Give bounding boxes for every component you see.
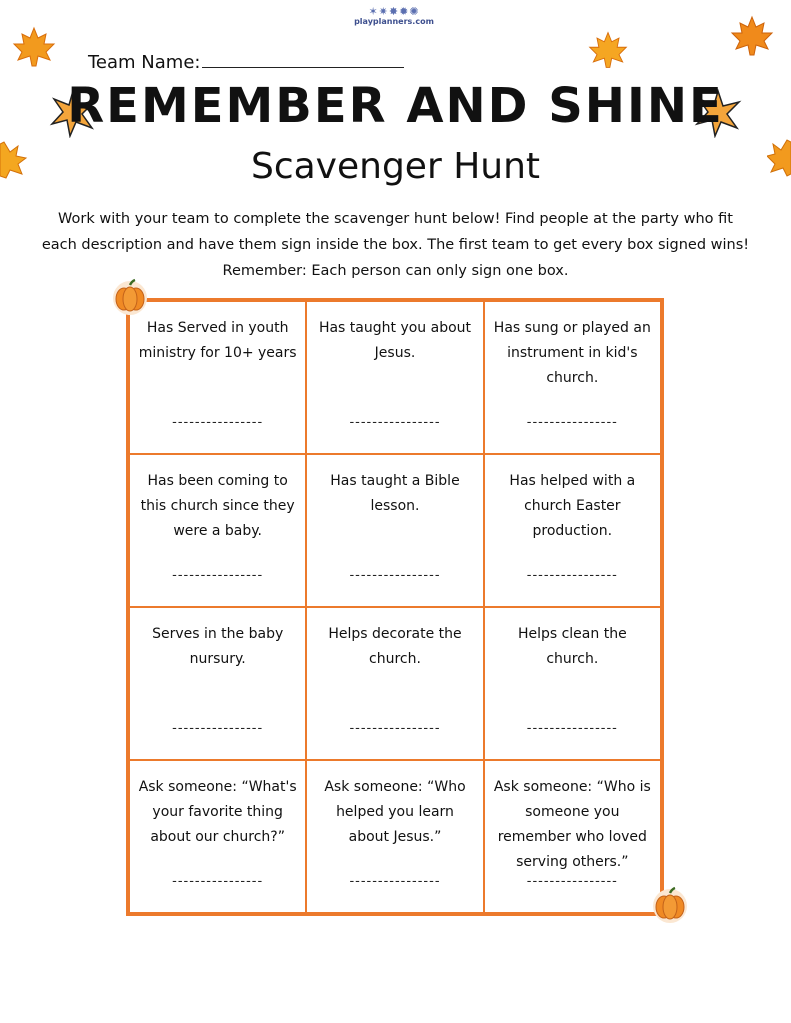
cell-prompt: Has helped with a church Easter production. <box>509 473 636 539</box>
cell-prompt: Helps clean the church. <box>517 626 627 667</box>
signature-line: ---------------- <box>349 721 441 736</box>
signature-line: ---------------- <box>172 568 264 583</box>
grid-cell <box>484 760 661 913</box>
cell-prompt: Has been coming to this church since they were a baby. <box>140 473 295 539</box>
team-name-line <box>202 57 404 68</box>
signature-line: ---------------- <box>172 721 264 736</box>
signature-line: ---------------- <box>349 568 441 583</box>
signature-line: ---------------- <box>526 568 618 583</box>
grid-cell <box>484 301 661 454</box>
maple-leaf-icon <box>728 14 776 58</box>
cell-prompt: Serves in the baby nursury. <box>152 626 284 667</box>
signature-line: ---------------- <box>526 721 618 736</box>
logo-text: playplanners.com <box>354 17 434 26</box>
grid-cell <box>306 454 483 607</box>
scavenger-grid <box>126 298 664 916</box>
grid-cell <box>306 301 483 454</box>
grid-cell <box>306 607 483 760</box>
instructions-line: Remember: Each person can only sign one box. <box>222 263 569 279</box>
cell-prompt: Has taught you about Jesus. <box>318 320 472 361</box>
signature-line: ---------------- <box>172 874 264 889</box>
grid-cell <box>129 760 306 913</box>
cell-prompt: Has taught a Bible lesson. <box>330 473 460 514</box>
cell-prompt: Has Served in youth ministry for 10+ years <box>138 320 297 361</box>
grid-cell <box>129 301 306 454</box>
maple-leaf-icon <box>10 26 58 68</box>
team-name-field <box>88 52 404 73</box>
grid-cell <box>484 607 661 760</box>
instructions-line: each description and have them sign inside the box. The first team to get every box signed wins! <box>41 237 750 253</box>
grid-cell <box>306 760 483 913</box>
grid-cell <box>129 607 306 760</box>
pumpkin-icon <box>650 884 690 924</box>
cell-prompt: Ask someone: “Who helped you learn about Jesus.” <box>324 779 466 845</box>
cell-prompt: Has sung or played an instrument in kid's church. <box>493 320 651 386</box>
signature-line: ---------------- <box>526 415 618 430</box>
page-subtitle: Scavenger Hunt <box>250 146 541 187</box>
page-title: REMEMBER AND SHINE <box>67 78 724 134</box>
signature-line: ---------------- <box>349 874 441 889</box>
grid-cell <box>129 454 306 607</box>
instructions <box>20 206 771 284</box>
site-logo <box>352 6 436 34</box>
signature-line: ---------------- <box>172 415 264 430</box>
maple-leaf-icon <box>586 30 630 70</box>
signature-line: ---------------- <box>349 415 441 430</box>
pumpkin-icon <box>110 276 150 316</box>
signature-line: ---------------- <box>526 874 618 889</box>
cell-prompt: Ask someone: “What's your favorite thing about our church?” <box>138 779 297 845</box>
cell-prompt: Ask someone: “Who is someone you remember who loved serving others.” <box>493 779 651 870</box>
grid-cell <box>484 454 661 607</box>
instructions-line: Work with your team to complete the scavenger hunt below! Find people at the party who fit <box>58 211 733 227</box>
team-name-label: Team Name: <box>88 52 201 73</box>
cell-prompt: Helps decorate the church. <box>328 626 462 667</box>
sparkle-icon: ✶✷✸✹✺ <box>368 5 420 18</box>
